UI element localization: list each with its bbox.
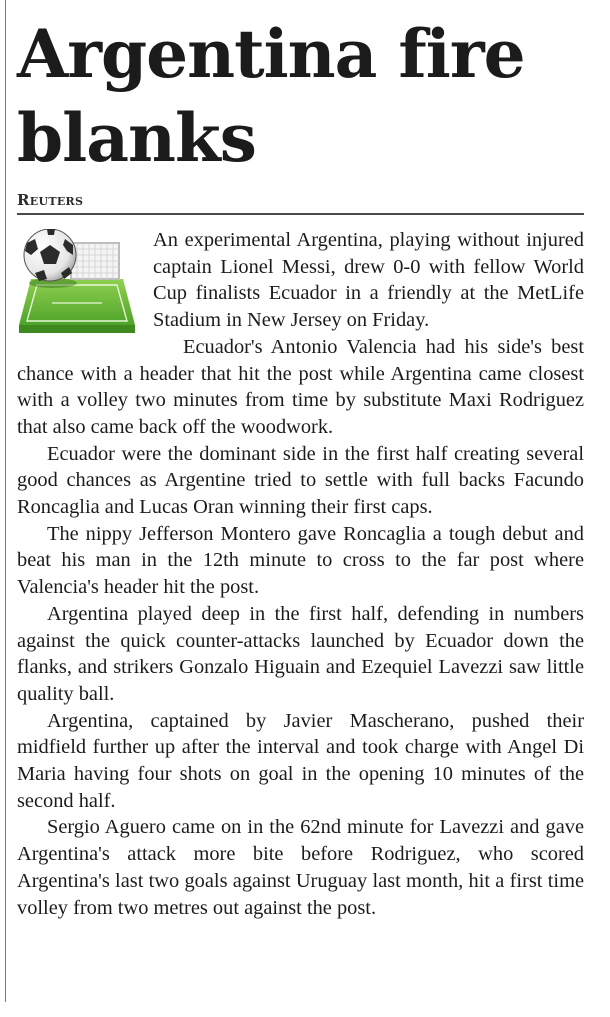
paragraph: Sergio Aguero came on in the 62nd minute for Lavezzi and gave Argentina's attack more bite before Rodriguez, who scored Argentina's last two goals against Uruguay last month, hit a first time volley from two metres out against the post. bbox=[17, 816, 584, 919]
column-rule bbox=[5, 0, 6, 1002]
byline-bar bbox=[17, 190, 584, 215]
soccer-ball-goal-pitch-icon bbox=[17, 229, 139, 337]
byline: Reuters bbox=[17, 191, 84, 209]
paragraph: The nippy Jefferson Montero gave Roncaglia a tough debut and beat his man in the 12th minute to cross to the far post where Valencia's header hit the post. bbox=[17, 522, 584, 599]
article-body bbox=[17, 227, 584, 921]
paragraph: Ecuador were the dominant side in the first half creating several good chances as Argentine tried to settle with full backs Facundo Roncaglia and Lucas Oran winning their first caps. bbox=[17, 442, 584, 519]
paragraph: Argentina played deep in the first half, defending in numbers against the quick counter-attacks launched by Ecuador down the flanks, and strikers Gonzalo Higuain and Ezequiel Lavezzi saw little quality ball. bbox=[17, 602, 584, 705]
news-article bbox=[17, 12, 584, 921]
paragraph: Ecuador's Antonio Valencia had his side's best chance with a header that hit the post while Argentina came closest with a volley two minutes from time by substitute Maxi Rodriguez that also came back off the woodwork. bbox=[17, 335, 584, 438]
headline: Argentina fire blanks bbox=[17, 15, 525, 177]
paragraph: Argentina, captained by Javier Mascherano, pushed their midfield further up after the interval and took charge with Angel Di Maria having four shots on goal in the opening 10 minutes of the second half. bbox=[17, 709, 584, 812]
paragraph: An experimental Argentina, playing without injured captain Lionel Messi, drew 0-0 with fellow World Cup finalists Ecuador in a friendly at the MetLife Stadium in New Jersey on Friday. bbox=[153, 229, 584, 332]
